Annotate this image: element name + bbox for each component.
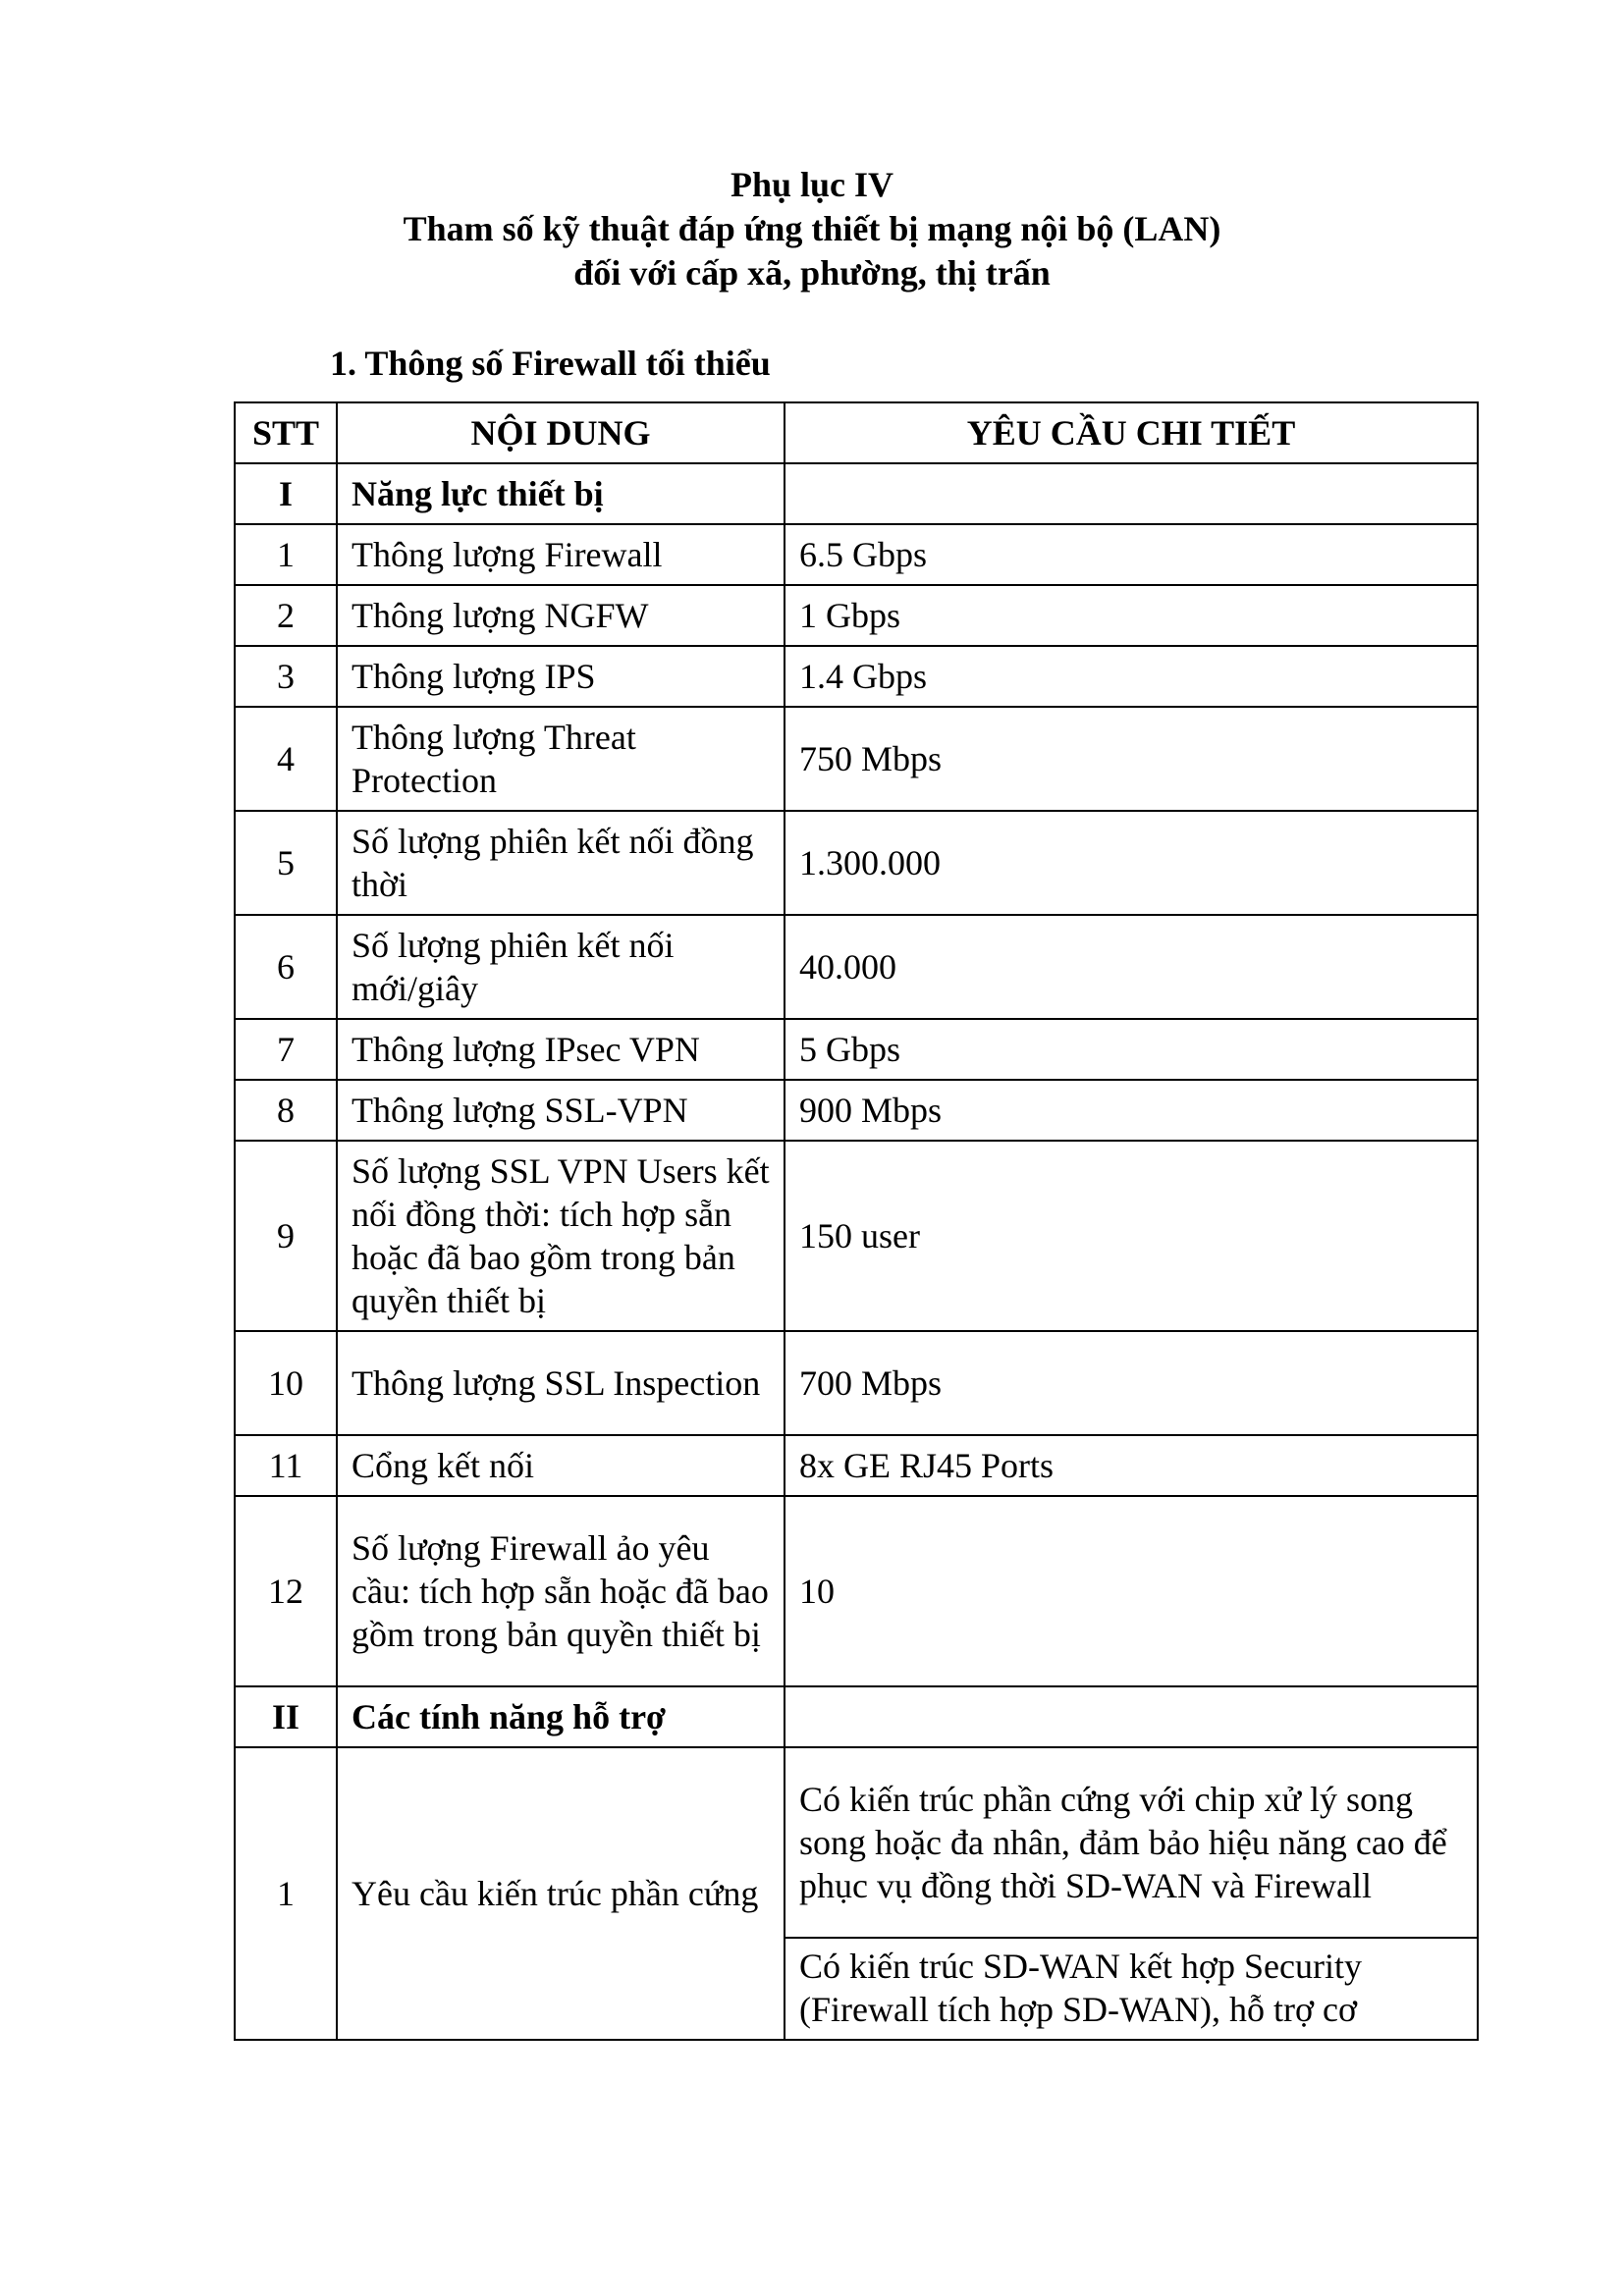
row-requirement: Có kiến trúc SD-WAN kết hợp Security (Firewall tích hợp SD-WAN), hỗ trợ cơ	[785, 1938, 1478, 2040]
row-content: Thông lượng IPsec VPN	[337, 1019, 785, 1080]
appendix-heading	[0, 163, 1624, 295]
table-row	[235, 1496, 1478, 1686]
group-title: Các tính năng hỗ trợ	[337, 1686, 785, 1747]
row-stt: 3	[235, 646, 337, 707]
row-requirement: 8x GE RJ45 Ports	[785, 1435, 1478, 1496]
table-row	[235, 524, 1478, 585]
firewall-spec-table	[234, 401, 1479, 2041]
table-row	[235, 1435, 1478, 1496]
row-stt: 4	[235, 707, 337, 811]
row-stt: 9	[235, 1141, 337, 1331]
row-content: Số lượng Firewall ảo yêu cầu: tích hợp sẵn hoặc đã bao gồm trong bản quyền thiết bị	[337, 1496, 785, 1686]
table-row	[235, 707, 1478, 811]
table-row	[235, 915, 1478, 1019]
table-row	[235, 1331, 1478, 1435]
table-row	[235, 1080, 1478, 1141]
appendix-subtitle: Tham số kỹ thuật đáp ứng thiết bị mạng nội bộ (LAN)	[403, 209, 1221, 248]
row-content: Số lượng phiên kết nối mới/giây	[337, 915, 785, 1019]
row-stt: 1	[235, 1747, 337, 2040]
table-row	[235, 1019, 1478, 1080]
row-requirement: 1.300.000	[785, 811, 1478, 915]
appendix-scope: đối với cấp xã, phường, thị trấn	[573, 253, 1051, 293]
row-content: Thông lượng Firewall	[337, 524, 785, 585]
row-requirement: Có kiến trúc phần cứng với chip xử lý song song hoặc đa nhân, đảm bảo hiệu năng cao để phục vụ đồng thời SD-WAN và Firewall	[785, 1747, 1478, 1938]
row-content: Thông lượng IPS	[337, 646, 785, 707]
row-content: Thông lượng Threat Protection	[337, 707, 785, 811]
row-stt: 8	[235, 1080, 337, 1141]
row-stt: 11	[235, 1435, 337, 1496]
table-header-row	[235, 402, 1478, 463]
section-title: 1. Thông số Firewall tối thiểu	[330, 344, 771, 383]
row-content: Thông lượng NGFW	[337, 585, 785, 646]
row-content: Số lượng phiên kết nối đồng thời	[337, 811, 785, 915]
row-requirement: 1.4 Gbps	[785, 646, 1478, 707]
row-content: Thông lượng SSL-VPN	[337, 1080, 785, 1141]
row-requirement: 6.5 Gbps	[785, 524, 1478, 585]
table-row	[235, 1141, 1478, 1331]
row-content: Cổng kết nối	[337, 1435, 785, 1496]
group-stt: I	[235, 463, 337, 524]
row-stt: 2	[235, 585, 337, 646]
row-requirement: 40.000	[785, 915, 1478, 1019]
table-row	[235, 811, 1478, 915]
row-requirement: 750 Mbps	[785, 707, 1478, 811]
group-stt: II	[235, 1686, 337, 1747]
group-empty-cell	[785, 463, 1478, 524]
row-requirement: 5 Gbps	[785, 1019, 1478, 1080]
row-content: Yêu cầu kiến trúc phần cứng	[337, 1747, 785, 2040]
row-stt: 7	[235, 1019, 337, 1080]
row-requirement: 700 Mbps	[785, 1331, 1478, 1435]
group-row-capacity	[235, 463, 1478, 524]
row-stt: 12	[235, 1496, 337, 1686]
row-content: Thông lượng SSL Inspection	[337, 1331, 785, 1435]
header-stt: STT	[235, 402, 337, 463]
row-stt: 6	[235, 915, 337, 1019]
row-requirement: 1 Gbps	[785, 585, 1478, 646]
row-requirement: 150 user	[785, 1141, 1478, 1331]
group-empty-cell	[785, 1686, 1478, 1747]
row-stt: 1	[235, 524, 337, 585]
header-content: NỘI DUNG	[337, 402, 785, 463]
row-content: Số lượng SSL VPN Users kết nối đồng thời: tích hợp sẵn hoặc đã bao gồm trong bản quyền thiết bị	[337, 1141, 785, 1331]
table-row	[235, 1747, 1478, 1938]
appendix-title: Phụ lục IV	[730, 165, 894, 204]
table-row	[235, 646, 1478, 707]
group-row-features	[235, 1686, 1478, 1747]
header-requirement: YÊU CẦU CHI TIẾT	[785, 402, 1478, 463]
row-stt: 5	[235, 811, 337, 915]
group-title: Năng lực thiết bị	[337, 463, 785, 524]
row-requirement: 10	[785, 1496, 1478, 1686]
row-requirement: 900 Mbps	[785, 1080, 1478, 1141]
table-row	[235, 585, 1478, 646]
row-stt: 10	[235, 1331, 337, 1435]
